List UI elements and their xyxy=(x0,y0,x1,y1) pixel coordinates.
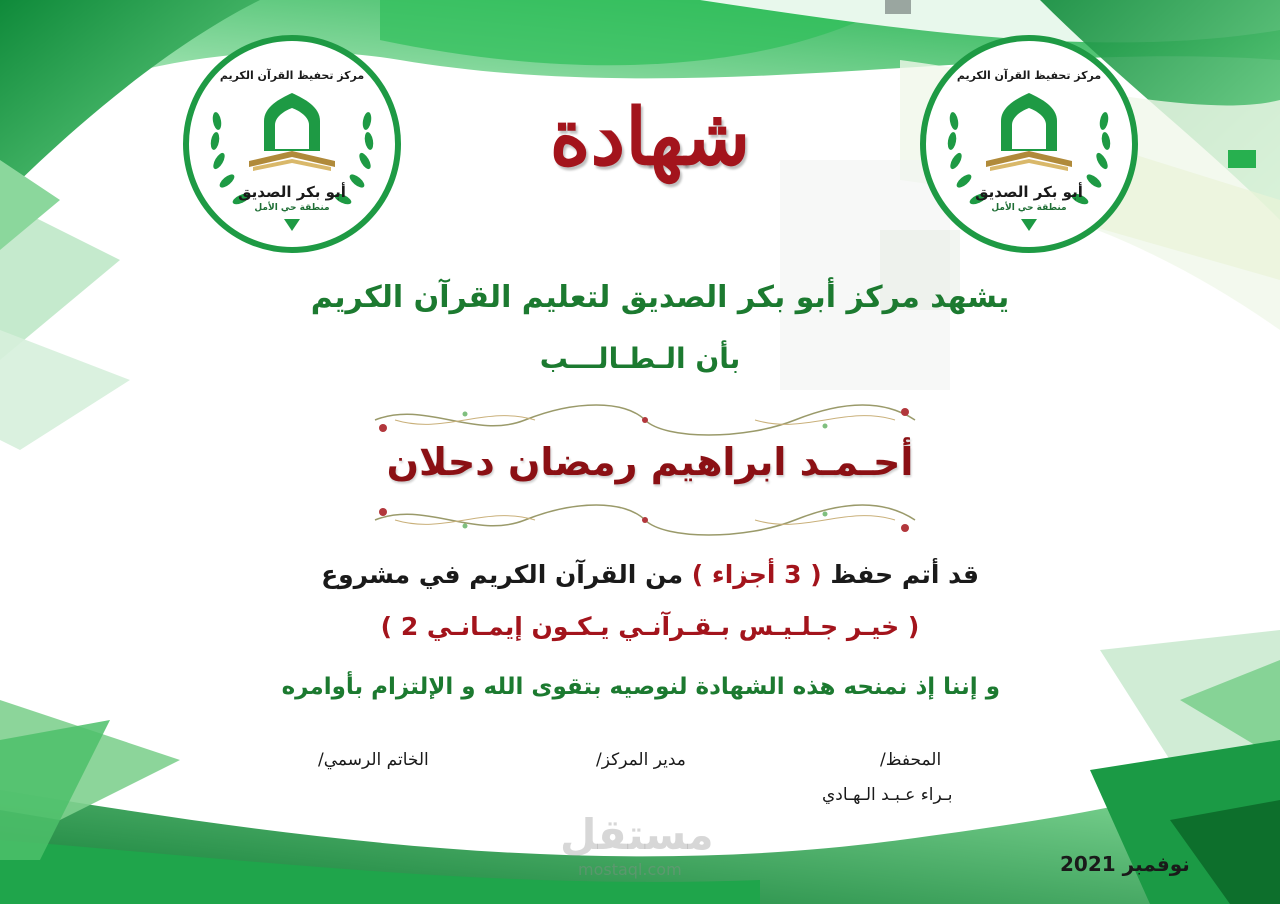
seal-right-arc-text: مركز تحفيظ القرآن الكريم xyxy=(956,69,1102,82)
seal-left xyxy=(183,35,401,253)
memorization-line xyxy=(300,560,1000,589)
student-name: أحـمـد ابراهيم رمضان دحلان xyxy=(386,440,914,484)
certificate-title: شهادة xyxy=(549,92,751,183)
watermark-logo: مستقل xyxy=(560,810,714,859)
closing-line: و إننا إذ نمنحه هذه الشهادة لنوصيه بتقوى الله و الإلتزام بأوامره xyxy=(281,674,1000,700)
student-label: بأن الـطـالـــب xyxy=(539,342,741,375)
issue-date: نوفمبر 2021 xyxy=(1060,852,1190,876)
floral-divider-bottom xyxy=(365,500,925,540)
parts-count: ( 3 أجزاء ) xyxy=(691,560,822,589)
project-name: ( خيـر جـلـيـس بـقـرآنـي يـكـون إيمـانـي 2 ) xyxy=(380,612,920,641)
seal-right-name: أبو بكر الصديق xyxy=(975,183,1083,201)
watermark-domain: mostaql.com xyxy=(578,860,682,879)
memorization-suffix: من القرآن الكريم في مشروع xyxy=(321,560,684,589)
stamp-label: الخاتم الرسمي/ xyxy=(318,750,429,770)
seal-left-name: أبو بكر الصديق xyxy=(238,183,346,201)
floral-divider-top xyxy=(365,400,925,440)
seal-left-arc-text: مركز تحفيظ القرآن الكريم xyxy=(219,69,365,82)
seal-right xyxy=(920,35,1138,253)
director-label: مدير المركز/ xyxy=(596,750,686,770)
memorizer-label: المحفظ/ xyxy=(880,750,942,770)
memorizer-name: بـراء عـبـد الـهـادي xyxy=(822,785,953,805)
intro-line: يشهد مركز أبو بكر الصديق لتعليم القرآن الكريم xyxy=(310,280,1010,315)
memorization-prefix: قد أتم حفظ xyxy=(830,560,979,589)
seal-left-sub: منطقة حي الأمل xyxy=(254,203,330,213)
seal-right-sub: منطقة حي الأمل xyxy=(991,203,1067,213)
